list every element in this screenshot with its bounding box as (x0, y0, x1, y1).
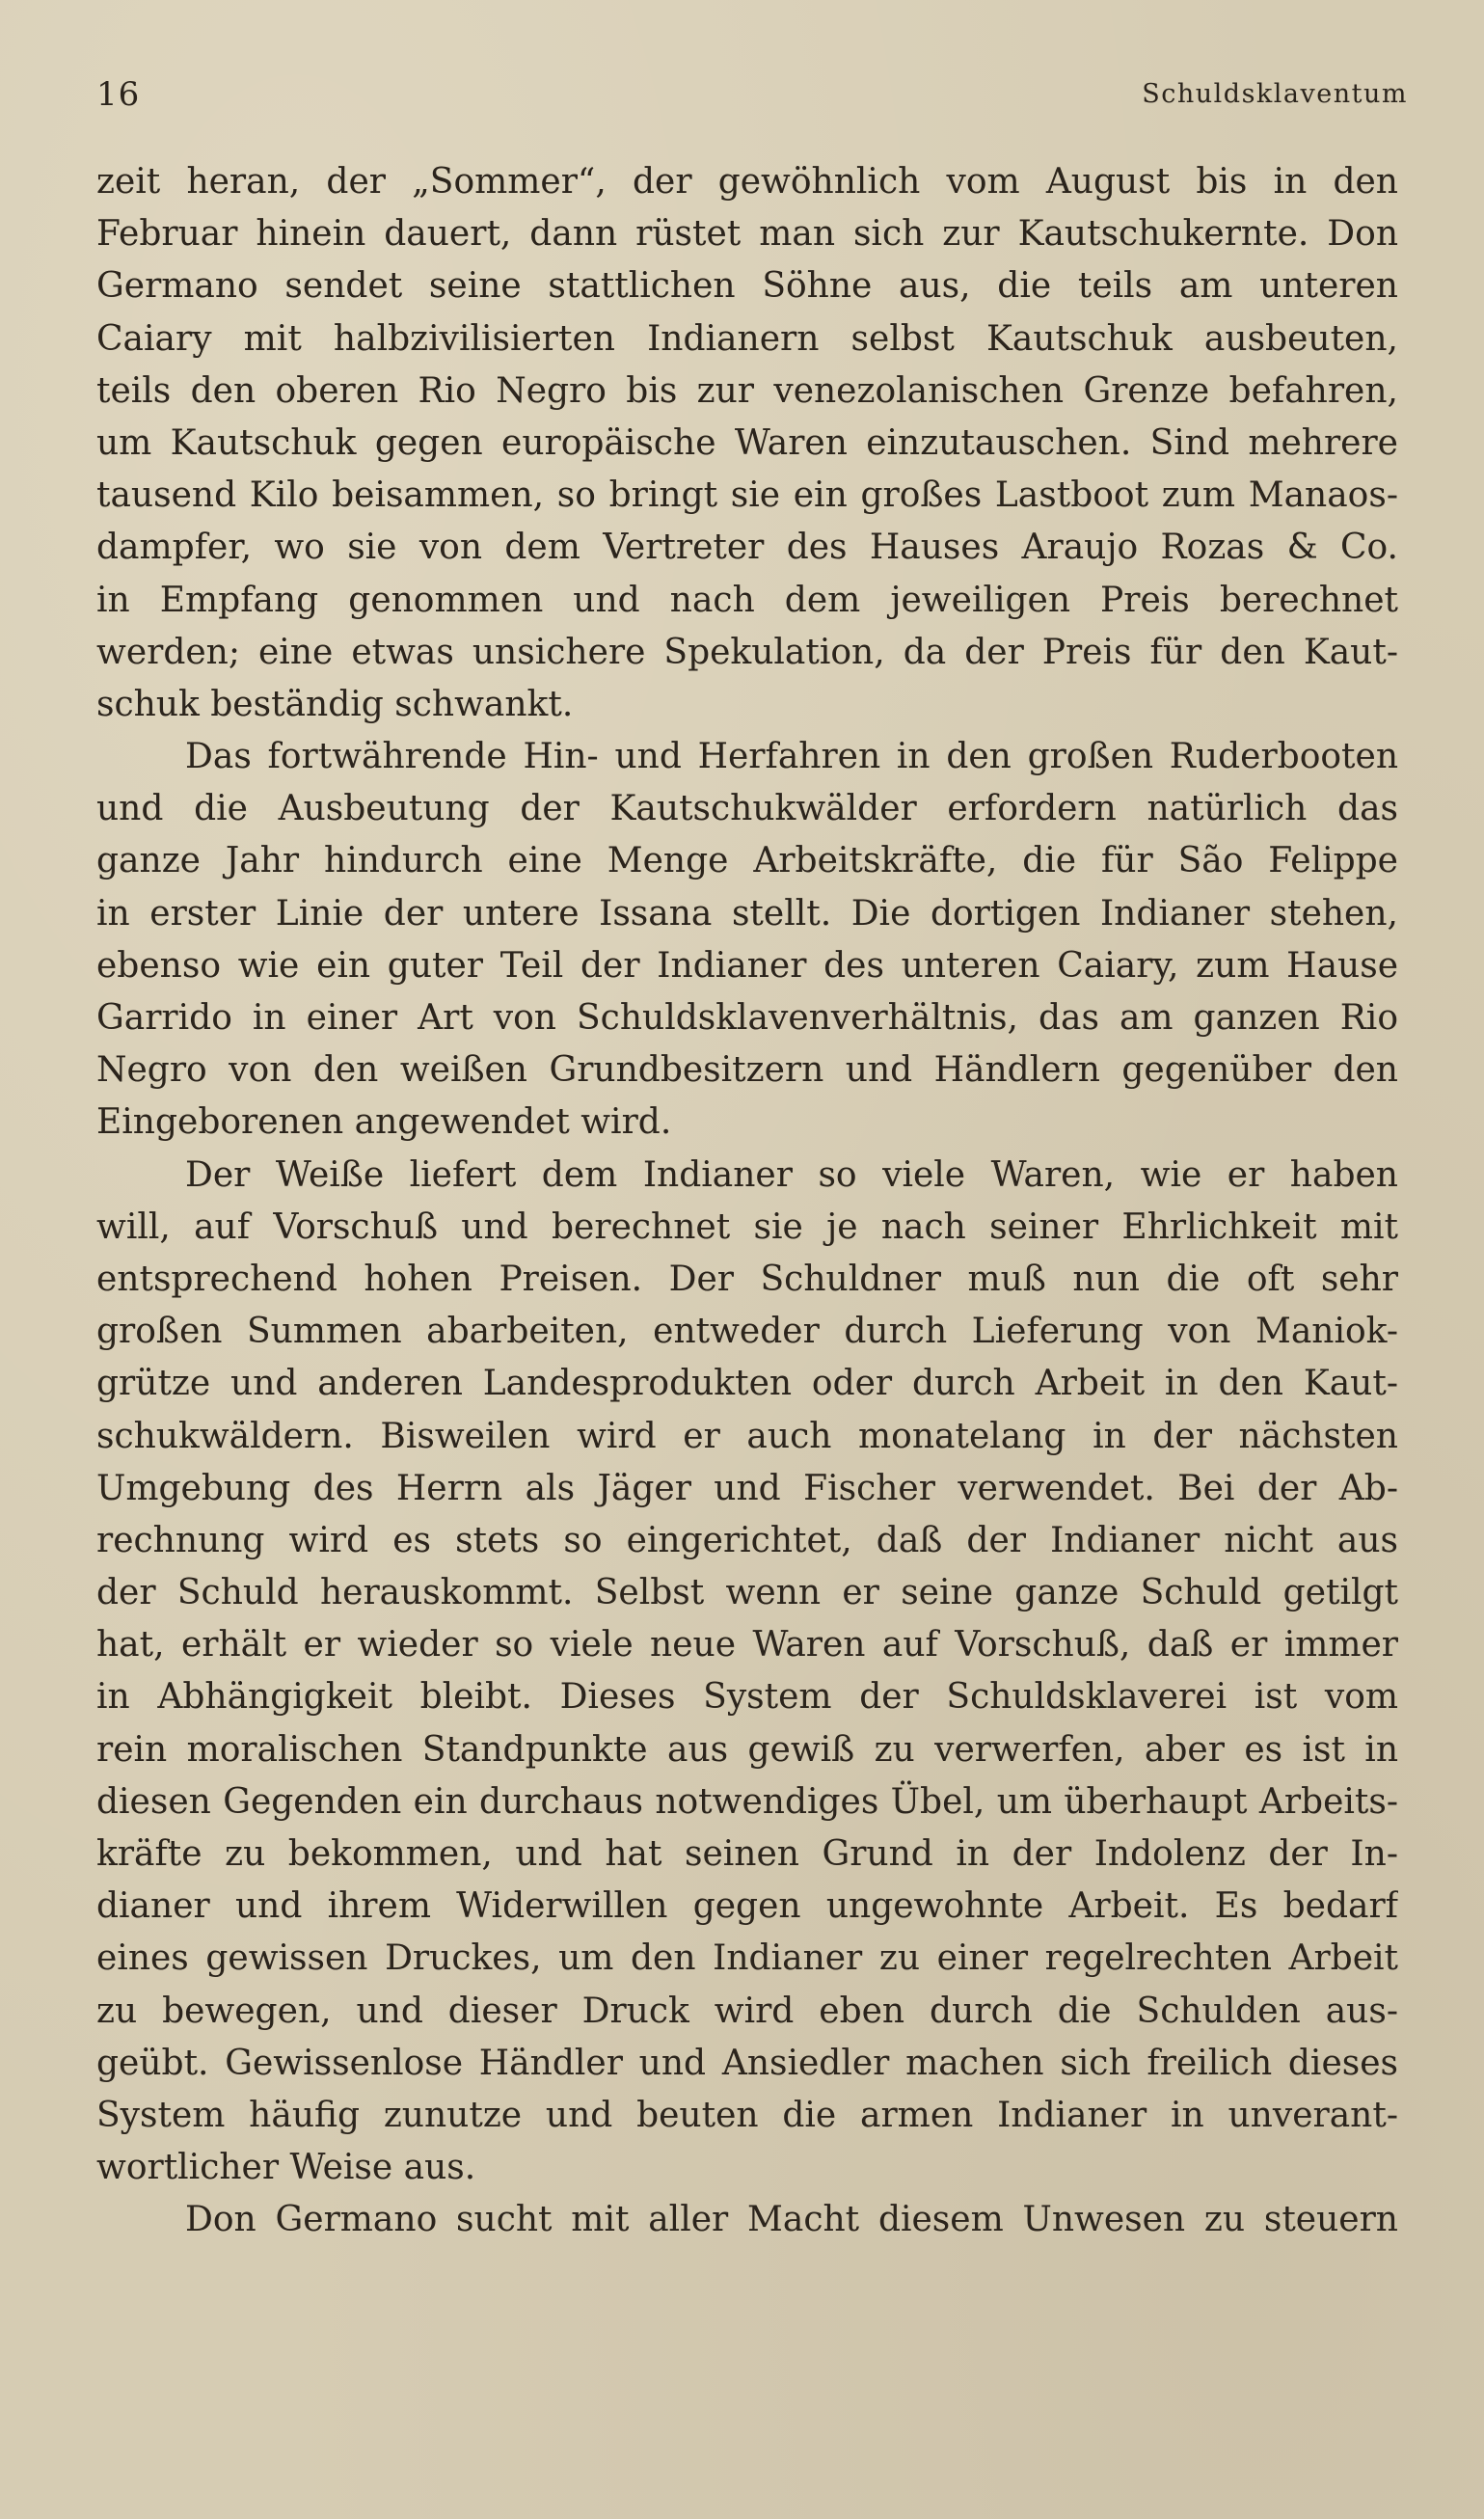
text-line: Umgebung des Herrn als Jäger und Fischer verwendet. Bei der Ab- (96, 1468, 1398, 1508)
text-line: rein moralischen Standpunkte aus gewiß zu verwerfen, aber es ist in (96, 1729, 1398, 1770)
text-line: zu bewegen, und dieser Druck wird eben durch die Schulden aus- (96, 1991, 1398, 2031)
running-head: Schuldsklaventum (1142, 79, 1408, 109)
text-line: Februar hinein dauert, dann rüstet man sich zur Kautschukernte. Don (96, 214, 1398, 255)
body-text (96, 156, 1398, 2247)
text-line: dampfer, wo sie von dem Vertreter des Hauses Araujo Rozas & Co. (96, 528, 1398, 568)
text-line: kräfte zu bekommen, und hat seinen Grund in der Indolenz der In- (96, 1834, 1398, 1874)
text-line: in Abhängigkeit bleibt. Dieses System der Schuldsklaverei ist vom (96, 1677, 1398, 1718)
text-line: werden; eine etwas unsichere Spekulation, da der Preis für den Kaut- (96, 632, 1398, 672)
text-line: Das fortwährende Hin- und Herfahren in den großen Ruderbooten (185, 737, 1398, 777)
text-line: tausend Kilo beisammen, so bringt sie ein großes Lastboot zum Manaos- (96, 475, 1398, 516)
text-line: eines gewissen Druckes, um den Indianer zu einer regelrechten Arbeit (96, 1938, 1398, 1979)
text-line: dianer und ihrem Widerwillen gegen ungewohnte Arbeit. Es bedarf (96, 1886, 1398, 1927)
text-line: in Empfang genommen und nach dem jeweiligen Preis berechnet (96, 580, 1398, 620)
text-line: hat, erhält er wieder so viele neue Waren auf Vorschuß, daß er immer (96, 1625, 1398, 1666)
page-number: 16 (96, 75, 141, 114)
text-line: geübt. Gewissenlose Händler und Ansiedler machen sich freilich dieses (96, 2043, 1398, 2083)
text-line: rechnung wird es stets so eingerichtet, daß der Indianer nicht aus (96, 1520, 1398, 1560)
text-line: Negro von den weißen Grundbesitzern und Händlern gegenüber den (96, 1050, 1398, 1091)
page-header (96, 71, 1408, 118)
text-line: Caiary mit halbzivilisierten Indianern selbst Kautschuk ausbeuten, (96, 318, 1398, 359)
text-line: Germano sendet seine stattlichen Söhne aus, die teils am unteren (96, 266, 1398, 307)
text-line: will, auf Vorschuß und berechnet sie je nach seiner Ehrlichkeit mit (96, 1206, 1398, 1247)
text-line: um Kautschuk gegen europäische Waren einzutauschen. Sind mehrere (96, 422, 1398, 463)
text-line: der Schuld herauskommt. Selbst wenn er seine ganze Schuld getilgt (96, 1573, 1398, 1613)
text-line: schukwäldern. Bisweilen wird er auch monatelang in der nächsten (96, 1416, 1398, 1456)
text-line: schuk beständig schwankt. (96, 684, 574, 724)
text-line: Don Germano sucht mit aller Macht diesem Unwesen zu steuern (185, 2200, 1398, 2240)
text-line: ganze Jahr hindurch eine Menge Arbeitskräfte, die für São Felippe (96, 841, 1398, 881)
text-line: entsprechend hohen Preisen. Der Schuldner muß nun die oft sehr (96, 1259, 1398, 1299)
text-line: wortlicher Weise aus. (96, 2148, 476, 2188)
text-line: ebenso wie ein guter Teil der Indianer des unteren Caiary, zum Hause (96, 945, 1398, 986)
text-line: großen Summen abarbeiten, entweder durch Lieferung von Maniok- (96, 1312, 1398, 1352)
text-line: Der Weiße liefert dem Indianer so viele Waren, wie er haben (185, 1154, 1398, 1195)
text-line: und die Ausbeutung der Kautschukwälder erfordern natürlich das (96, 789, 1398, 829)
text-line: Garrido in einer Art von Schuldsklavenverhältnis, das am ganzen Rio (96, 998, 1398, 1038)
text-line: Eingeborenen angewendet wird. (96, 1102, 672, 1143)
text-line: System häufig zunutze und beuten die armen Indianer in unverant- (96, 2095, 1398, 2135)
text-line: grütze und anderen Landesprodukten oder durch Arbeit in den Kaut- (96, 1364, 1398, 1404)
text-line: in erster Linie der untere Issana stellt. Die dortigen Indianer stehen, (96, 893, 1398, 934)
text-line: diesen Gegenden ein durchaus notwendiges Übel, um überhaupt Arbeits- (96, 1781, 1398, 1822)
text-line: zeit heran, der „Sommer“, der gewöhnlich vom August bis in den (96, 162, 1398, 202)
text-line: teils den oberen Rio Negro bis zur venezolanischen Grenze befahren, (96, 370, 1398, 411)
